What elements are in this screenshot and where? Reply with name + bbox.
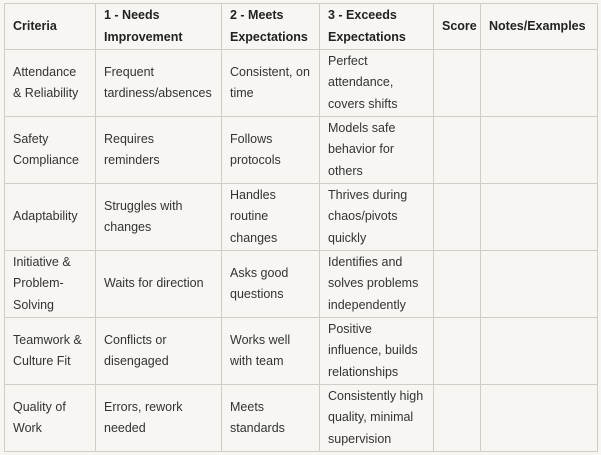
score-cell xyxy=(434,251,481,318)
header-exceeds-expectations: 3 - Exceeds Expectations xyxy=(320,4,434,50)
needs-improvement-cell: Errors, rework needed xyxy=(96,385,222,452)
needs-improvement-cell: Struggles with changes xyxy=(96,184,222,251)
header-meets-expectations: 2 - Meets Expectations xyxy=(222,4,320,50)
needs-improvement-cell: Requires reminders xyxy=(96,117,222,184)
header-needs-improvement: 1 - Needs Improvement xyxy=(96,4,222,50)
criteria-cell: Safety Compliance xyxy=(5,117,96,184)
meets-expectations-cell: Works well with team xyxy=(222,318,320,385)
criteria-cell: Adaptability xyxy=(5,184,96,251)
needs-improvement-cell: Conflicts or disengaged xyxy=(96,318,222,385)
exceeds-expectations-cell: Thrives during chaos/pivots quickly xyxy=(320,184,434,251)
score-cell xyxy=(434,184,481,251)
notes-cell xyxy=(481,184,598,251)
criteria-cell: Attendance & Reliability xyxy=(5,50,96,117)
notes-cell xyxy=(481,251,598,318)
criteria-cell: Teamwork & Culture Fit xyxy=(5,318,96,385)
meets-expectations-cell: Asks good questions xyxy=(222,251,320,318)
meets-expectations-cell: Handles routine changes xyxy=(222,184,320,251)
header-notes-examples: Notes/Examples xyxy=(481,4,598,50)
table-row xyxy=(5,251,598,318)
exceeds-expectations-cell: Consistently high quality, minimal supervision xyxy=(320,385,434,452)
notes-cell xyxy=(481,117,598,184)
criteria-cell: Quality of Work xyxy=(5,385,96,452)
table-header-row xyxy=(5,4,598,50)
header-score: Score xyxy=(434,4,481,50)
table-row xyxy=(5,50,598,117)
table-row xyxy=(5,385,598,452)
notes-cell xyxy=(481,385,598,452)
meets-expectations-cell: Meets standards xyxy=(222,385,320,452)
exceeds-expectations-cell: Models safe behavior for others xyxy=(320,117,434,184)
meets-expectations-cell: Follows protocols xyxy=(222,117,320,184)
needs-improvement-cell: Waits for direction xyxy=(96,251,222,318)
score-cell xyxy=(434,318,481,385)
table-row xyxy=(5,117,598,184)
score-cell xyxy=(434,117,481,184)
score-cell xyxy=(434,385,481,452)
meets-expectations-cell: Consistent, on time xyxy=(222,50,320,117)
table-row xyxy=(5,184,598,251)
table-row xyxy=(5,318,598,385)
exceeds-expectations-cell: Perfect attendance, covers shifts xyxy=(320,50,434,117)
notes-cell xyxy=(481,318,598,385)
needs-improvement-cell: Frequent tardiness/absences xyxy=(96,50,222,117)
header-criteria: Criteria xyxy=(5,4,96,50)
score-cell xyxy=(434,50,481,117)
exceeds-expectations-cell: Positive influence, builds relationships xyxy=(320,318,434,385)
evaluation-rubric-table xyxy=(4,3,598,452)
notes-cell xyxy=(481,50,598,117)
exceeds-expectations-cell: Identifies and solves problems independently xyxy=(320,251,434,318)
criteria-cell: Initiative & Problem-Solving xyxy=(5,251,96,318)
